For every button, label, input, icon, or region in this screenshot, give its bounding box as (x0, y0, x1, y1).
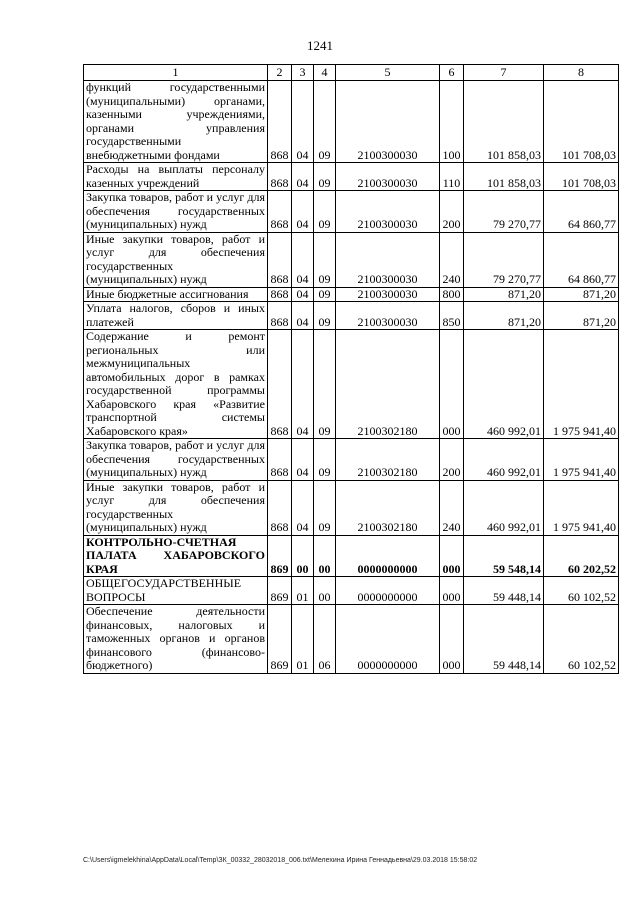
subsection-code: 09 (314, 480, 336, 535)
target-article-code: 2100300030 (336, 302, 440, 330)
item-name: Расходы на выплаты персоналу казенных учреждений (84, 163, 268, 191)
expense-type-code: 240 (440, 480, 464, 535)
expense-type-code: 850 (440, 302, 464, 330)
table-row (84, 81, 619, 163)
subsection-code: 09 (314, 81, 336, 163)
target-article-code: 0000000000 (336, 577, 440, 605)
subsection-code: 00 (314, 535, 336, 577)
table-body (84, 81, 619, 674)
subsection-code: 09 (314, 191, 336, 233)
header-cell: 6 (440, 65, 464, 81)
target-article-code: 2100300030 (336, 81, 440, 163)
expense-type-code: 000 (440, 535, 464, 577)
amount-year-1: 460 992,01 (464, 480, 544, 535)
expense-type-code: 200 (440, 191, 464, 233)
expense-type-code: 000 (440, 330, 464, 439)
footer-file-path: C:\Users\igmelekhina\AppData\Local\Temp\ЗК_00332_28032018_006.txt\Мелехина Ирина Геннадьевна\29.03.2018 15:58:02 (83, 857, 478, 864)
amount-year-2: 1 975 941,40 (544, 480, 619, 535)
amount-year-1: 460 992,01 (464, 439, 544, 481)
amount-year-1: 59 548,14 (464, 535, 544, 577)
department-code: 868 (268, 163, 292, 191)
section-code: 04 (292, 81, 314, 163)
table-row (84, 535, 619, 577)
table-row (84, 302, 619, 330)
amount-year-2: 60 202,52 (544, 535, 619, 577)
target-article-code: 2100302180 (336, 480, 440, 535)
section-code: 04 (292, 302, 314, 330)
expense-type-code: 100 (440, 81, 464, 163)
item-name: Обеспечение деятельности финансовых, налоговых и таможенных органов и органов финансового (финансово-бюджетного) (84, 605, 268, 674)
section-code: 01 (292, 605, 314, 674)
expense-type-code: 000 (440, 577, 464, 605)
item-name: функций государственными (муниципальными) органами, казенными учреждениями, органами управления государственными внебюджетными фондами (84, 81, 268, 163)
amount-year-2: 64 860,77 (544, 232, 619, 287)
table-row (84, 480, 619, 535)
item-name: Иные закупки товаров, работ и услуг для обеспечения государственных (муниципальных) нужд (84, 480, 268, 535)
header-cell: 3 (292, 65, 314, 81)
amount-year-1: 79 270,77 (464, 232, 544, 287)
amount-year-1: 59 448,14 (464, 605, 544, 674)
department-code: 868 (268, 302, 292, 330)
item-name: ОБЩЕГОСУДАРСТВЕННЫЕ ВОПРОСЫ (84, 577, 268, 605)
item-name: Закупка товаров, работ и услуг для обеспечения государственных (муниципальных) нужд (84, 191, 268, 233)
amount-year-2: 101 708,03 (544, 81, 619, 163)
target-article-code: 0000000000 (336, 535, 440, 577)
amount-year-1: 79 270,77 (464, 191, 544, 233)
page-number: 1241 (307, 38, 333, 53)
table-row (84, 605, 619, 674)
department-code: 868 (268, 480, 292, 535)
table-row (84, 577, 619, 605)
table-row (84, 163, 619, 191)
target-article-code: 2100300030 (336, 191, 440, 233)
amount-year-1: 460 992,01 (464, 330, 544, 439)
expense-type-code: 000 (440, 605, 464, 674)
department-code: 869 (268, 577, 292, 605)
budget-table (83, 64, 619, 674)
section-code: 04 (292, 232, 314, 287)
header-cell: 1 (84, 65, 268, 81)
header-row (84, 65, 619, 81)
amount-year-2: 101 708,03 (544, 163, 619, 191)
subsection-code: 09 (314, 287, 336, 302)
target-article-code: 2100300030 (336, 232, 440, 287)
table-row (84, 191, 619, 233)
section-code: 04 (292, 330, 314, 439)
table-row (84, 232, 619, 287)
header-cell: 8 (544, 65, 619, 81)
subsection-code: 09 (314, 330, 336, 439)
department-code: 868 (268, 330, 292, 439)
amount-year-2: 871,20 (544, 302, 619, 330)
expense-type-code: 800 (440, 287, 464, 302)
table-row (84, 439, 619, 481)
section-code: 04 (292, 163, 314, 191)
header-cell: 7 (464, 65, 544, 81)
department-code: 869 (268, 605, 292, 674)
section-code: 04 (292, 287, 314, 302)
section-code: 04 (292, 439, 314, 481)
section-code: 04 (292, 480, 314, 535)
target-article-code: 0000000000 (336, 605, 440, 674)
department-code: 868 (268, 81, 292, 163)
department-code: 869 (268, 535, 292, 577)
amount-year-2: 60 102,52 (544, 577, 619, 605)
amount-year-1: 871,20 (464, 287, 544, 302)
subsection-code: 09 (314, 163, 336, 191)
department-code: 868 (268, 287, 292, 302)
amount-year-2: 64 860,77 (544, 191, 619, 233)
amount-year-1: 871,20 (464, 302, 544, 330)
subsection-code: 00 (314, 577, 336, 605)
expense-type-code: 240 (440, 232, 464, 287)
subsection-code: 09 (314, 232, 336, 287)
section-code: 04 (292, 191, 314, 233)
item-name: Содержание и ремонт региональных или межмуниципальных автомобильных дорог в рамках государственной программы Хабаровского края «Развитие транспортной системы Хабаровского края» (84, 330, 268, 439)
expense-type-code: 200 (440, 439, 464, 481)
amount-year-2: 871,20 (544, 287, 619, 302)
header-cell: 2 (268, 65, 292, 81)
amount-year-2: 1 975 941,40 (544, 330, 619, 439)
target-article-code: 2100302180 (336, 439, 440, 481)
expense-type-code: 110 (440, 163, 464, 191)
department-code: 868 (268, 191, 292, 233)
amount-year-2: 1 975 941,40 (544, 439, 619, 481)
target-article-code: 2100302180 (336, 330, 440, 439)
amount-year-1: 59 448,14 (464, 577, 544, 605)
item-name: Иные закупки товаров, работ и услуг для обеспечения государственных (муниципальных) нужд (84, 232, 268, 287)
item-name: Уплата налогов, сборов и иных платежей (84, 302, 268, 330)
section-code: 00 (292, 535, 314, 577)
header-cell: 4 (314, 65, 336, 81)
department-code: 868 (268, 232, 292, 287)
header-cell: 5 (336, 65, 440, 81)
item-name: КОНТРОЛЬНО-СЧЕТНАЯ ПАЛАТА ХАБАРОВСКОГО КРАЯ (84, 535, 268, 577)
section-code: 01 (292, 577, 314, 605)
subsection-code: 09 (314, 439, 336, 481)
subsection-code: 06 (314, 605, 336, 674)
table-row (84, 330, 619, 439)
table-row (84, 287, 619, 302)
subsection-code: 09 (314, 302, 336, 330)
item-name: Иные бюджетные ассигнования (84, 287, 268, 302)
amount-year-2: 60 102,52 (544, 605, 619, 674)
department-code: 868 (268, 439, 292, 481)
amount-year-1: 101 858,03 (464, 81, 544, 163)
item-name: Закупка товаров, работ и услуг для обеспечения государственных (муниципальных) нужд (84, 439, 268, 481)
amount-year-1: 101 858,03 (464, 163, 544, 191)
target-article-code: 2100300030 (336, 163, 440, 191)
target-article-code: 2100300030 (336, 287, 440, 302)
